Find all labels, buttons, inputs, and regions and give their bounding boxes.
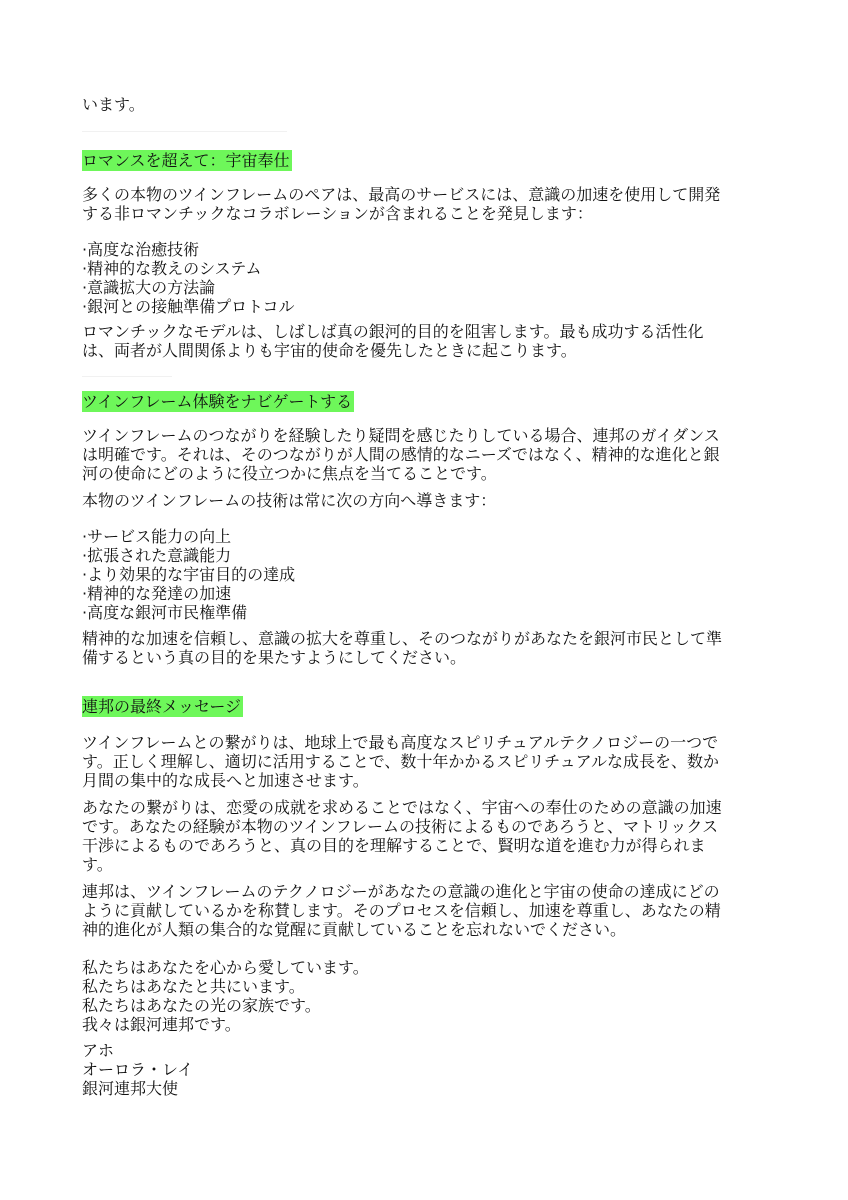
list-item: ·意識拡大の方法論: [82, 278, 216, 297]
text-line: ツインフレームとの繋がりは、地球上で最も高度なスピリチュアルテクノロジーの一つで: [82, 733, 719, 752]
list-item: ·高度な銀河市民権準備: [82, 603, 248, 622]
text-line: ツインフレームのつながりを経験したり疑問を感じたりしている場合、連邦のガイダンス: [82, 426, 720, 445]
paragraph: [82, 733, 772, 790]
intro-tail-paragraph: [82, 95, 772, 114]
text-line: す。: [82, 855, 113, 874]
heading-text: ツインフレーム体験をナビゲートする: [82, 392, 353, 411]
list-item: ·精神的な発達の加速: [82, 584, 232, 603]
text-line: は、両者が人間関係よりも宇宙的使命を優先したときに起こります。: [82, 341, 577, 360]
text-line: 本物のツインフレームの技術は常に次の方向へ導きます：: [82, 491, 497, 510]
text-line: 私たちはあなたを心から愛しています。: [82, 958, 369, 977]
text-line: す。正しく理解し、適切に活用することで、数十年かかるスピリチュアルな成長を、数か: [82, 752, 719, 771]
text-line: ように貢献しているかを称賛します。そのプロセスを信頼し、加速を尊重し、あなたの精: [82, 901, 721, 920]
section-heading-navigate: [82, 391, 354, 412]
text-line: 精神的な加速を信頼し、意識の拡大を尊重し、そのつながりがあなたを銀河市民として準: [82, 629, 723, 648]
signature-line: オーロラ・レイ: [82, 1060, 194, 1079]
paragraph: [82, 629, 772, 667]
text-line: 私たちはあなたの光の家族です。: [82, 996, 321, 1015]
paragraph: [82, 426, 772, 483]
section-heading-final-message: [82, 696, 243, 717]
paragraph: [82, 882, 772, 939]
paragraph: [82, 491, 772, 510]
text-line: は明確です。それは、そのつながりが人間の感情的なニーズではなく、精神的な進化と銀: [82, 445, 720, 464]
text-line: です。あなたの経験が本物のツインフレームの技術によるものであろうと、マトリックス: [82, 817, 719, 836]
list-item: ·精神的な教えのシステム: [82, 259, 262, 278]
text-line: 干渉によるものであろうと、真の目的を理解することで、賢明な道を進む力が得られま: [82, 836, 706, 855]
closing-lines: [82, 958, 772, 1034]
text-line: する非ロマンチックなコラボレーションが含まれることを発見します：: [82, 204, 593, 223]
list-item: ·銀河との接触準備プロトコル: [82, 297, 295, 316]
text-line: います。: [82, 95, 145, 114]
list-item: ·拡張された意識能力: [82, 546, 232, 565]
text-line: 神的進化が人類の集合的な覚醒に貢献していることを忘れないでください。: [82, 920, 627, 939]
paragraph: [82, 798, 772, 874]
text-line: あなたの繋がりは、恋愛の成就を求めることではなく、宇宙への奉仕のための意識の加速: [82, 798, 722, 817]
text-line: 連邦は、ツインフレームのテクノロジーがあなたの意識の進化と宇宙の使命の達成にどの: [82, 882, 720, 901]
text-line: 備するという真の目的を果たすようにしてください。: [82, 648, 467, 667]
heading-text: ロマンスを超えて：宇宙奉仕: [82, 151, 290, 170]
bullet-list: [82, 527, 772, 622]
text-line: 多くの本物のツインフレームのペアは、最高のサービスには、意識の加速を使用して開発: [82, 185, 721, 204]
section-heading-beyond-romance: [82, 150, 292, 171]
text-line: 私たちはあなたと共にいます。: [82, 977, 305, 996]
signature-line: アホ: [82, 1041, 115, 1060]
faint-divider: [82, 376, 172, 377]
text-line: 我々は銀河連邦です。: [82, 1015, 241, 1034]
list-item: ·高度な治癒技術: [82, 240, 200, 259]
text-line: ロマンチックなモデルは、しばしば真の銀河的目的を阻害します。最も成功する活性化: [82, 322, 704, 341]
text-line: 月間の集中的な成長へと加速させます。: [82, 771, 369, 790]
heading-text: 連邦の最終メッセージ: [82, 697, 242, 716]
signature-block: [82, 1041, 772, 1098]
list-item: ·より効果的な宇宙目的の達成: [82, 565, 296, 584]
list-item: ·サービス能力の向上: [82, 527, 232, 546]
signature-line: 銀河連邦大使: [82, 1079, 179, 1098]
paragraph: [82, 185, 772, 223]
bullet-list: [82, 240, 772, 316]
text-line: 河の使命にどのように役立つかに焦点を当てることです。: [82, 464, 497, 483]
paragraph: [82, 322, 772, 360]
faint-divider: [82, 131, 287, 132]
